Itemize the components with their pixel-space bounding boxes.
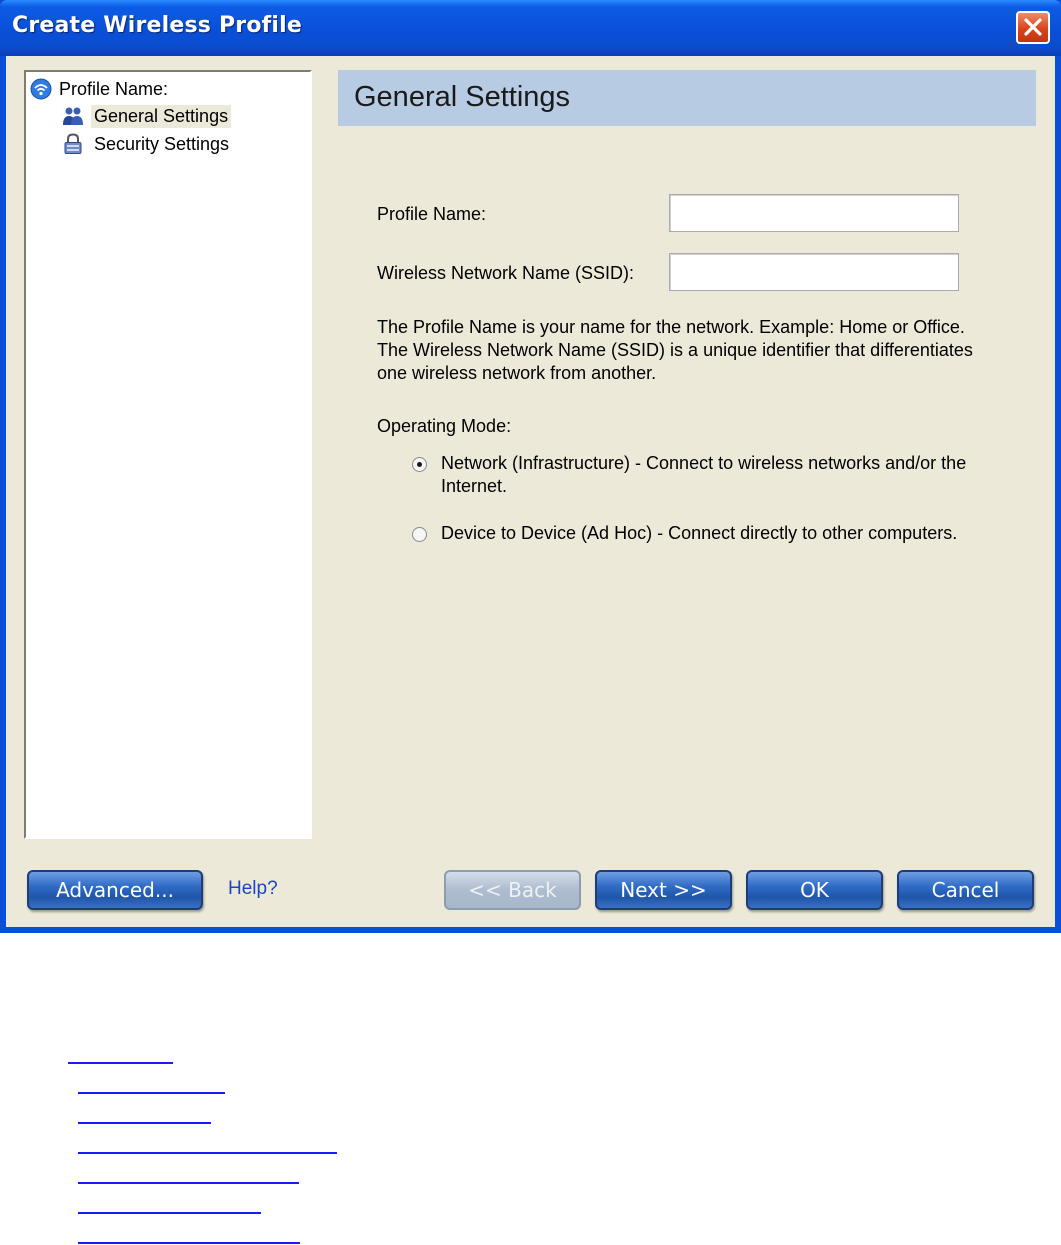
link-underline[interactable]	[78, 1182, 299, 1184]
tree-item-security-settings[interactable]	[62, 131, 232, 157]
tree-item-label: Security Settings	[94, 133, 230, 154]
infrastructure-radio[interactable]	[412, 457, 427, 472]
title-bar[interactable]	[0, 0, 1061, 56]
operating-mode-label: Operating Mode:	[377, 416, 512, 436]
dialog-body	[6, 56, 1055, 927]
link-underline[interactable]	[78, 1152, 337, 1154]
wifi-globe-icon	[30, 78, 52, 100]
help-link[interactable]: Help?	[228, 878, 278, 899]
link-underline[interactable]	[68, 1062, 173, 1064]
window-title: Create Wireless Profile	[12, 13, 303, 38]
profile-name-label: Profile Name:	[377, 204, 487, 224]
close-button[interactable]	[1016, 11, 1050, 44]
profile-name-input[interactable]	[669, 194, 959, 232]
ok-button[interactable]: OK	[746, 870, 883, 910]
users-icon	[62, 105, 84, 127]
section-header	[338, 70, 1036, 126]
tree-item-label: Profile Name:	[59, 78, 169, 99]
mode-adhoc-option[interactable]	[412, 522, 1032, 545]
lock-icon	[62, 133, 84, 155]
close-icon	[1018, 13, 1048, 42]
link-underline[interactable]	[78, 1122, 211, 1124]
mode-infrastructure-option[interactable]	[412, 452, 972, 498]
link-underline[interactable]	[78, 1242, 300, 1244]
link-underline[interactable]	[78, 1212, 261, 1214]
advanced-button[interactable]: Advanced...	[27, 870, 203, 910]
ssid-input[interactable]	[669, 253, 959, 291]
mode-label: Device to Device (Ad Hoc) - Connect directly to other computers.	[441, 523, 958, 543]
tree-item-general-settings[interactable]	[62, 103, 231, 129]
back-button[interactable]: << Back	[444, 870, 581, 910]
adhoc-radio[interactable]	[412, 527, 427, 542]
tree-item-label: General Settings	[91, 105, 231, 128]
mode-label: Network (Infrastructure) - Connect to wireless networks and/or the Internet.	[441, 453, 967, 496]
tree-item-profile-name[interactable]	[30, 76, 168, 102]
ssid-label: Wireless Network Name (SSID):	[377, 263, 635, 283]
section-title: General Settings	[354, 81, 571, 113]
profile-description: The Profile Name is your name for the network. Example: Home or Office. The Wireless Network Name (SSID) is a unique identifier that differentiates one wireless network from another.	[377, 317, 973, 383]
next-button[interactable]: Next >>	[595, 870, 732, 910]
link-underline[interactable]	[78, 1092, 225, 1094]
cancel-button[interactable]: Cancel	[897, 870, 1034, 910]
profile-tree	[24, 70, 312, 839]
